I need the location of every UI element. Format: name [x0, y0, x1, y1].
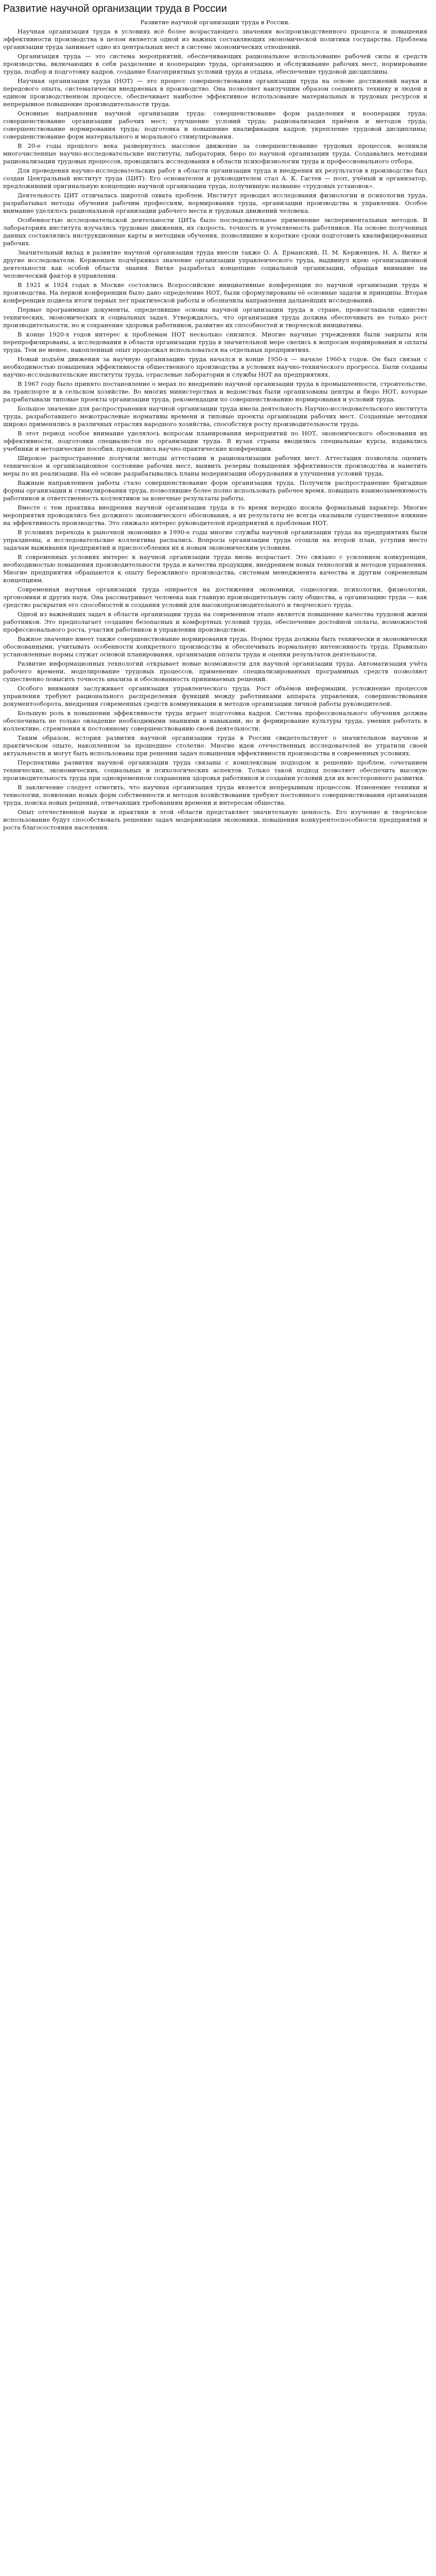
paragraph: Научная организация труда в условиях всё более возрастающего значения воспроизводственного процесса и повышения эффективности производства в целом является одной из важных составляющих экономической политики государства. Проблема организации труда занимает одно из центральных мест в системе экономических отношений. [3, 28, 427, 50]
paragraph: Особенностью исследовательской деятельности ЦИТа было последовательное применение экспериментальных методов. В лабораториях института изучались трудовые движения, их скорость, точность и утомляемость работников. На основе полученных данных составлялись инструкционные карты и методики обучения, позволявшие в короткие сроки подготовить квалифицированных рабочих. [3, 216, 427, 247]
paragraph: Большую роль в повышении эффективности труда играет подготовка кадров. Система профессионального обучения должна обеспечивать не только овладение необходимыми знаниями и навыками, но и формирование культуры труда, умения работать в коллективе, стремления к постоянному совершенствованию своей деятельности. [3, 709, 427, 732]
paragraph: В этот период особое внимание уделялось вопросам планирования мероприятий по НОТ, экономического обоснования их эффективности, подготовки специалистов по организации труда. В вузах страны вводились специальные курсы, издавались учебники и методические пособия, проводились научно-практические конференции. [3, 430, 427, 452]
paragraph: Вместе с тем практика внедрения научной организации труда в то время нередко носила формальный характер. Многие мероприятия проводились без должного экономического обоснования, а их результаты не всегда оказывали существенное влияние на эффективность производства. Это снижало интерес руководителей предприятий к проблемам НОТ. [3, 504, 427, 527]
paragraph: Важным направлением работы стало совершенствование форм организации труда. Получили распространение бригадные формы организации и стимулирования труда, позволявшие более полно использовать рабочее время, повышать взаимозаменяемость работников и ответственность коллективов за конечные результаты работы. [3, 479, 427, 502]
paragraph: В 20-е годы прошлого века развернулось массовое движение за совершенствование трудовых процессов, возникли многочисленные научно-исследовательские институты, лаборатории, бюро по научной организации труда. Создавались методики рационализации трудовых процессов, проводились исследования в области психофизиологии труда и профессионального отбора. [3, 142, 427, 165]
paragraph: В 1967 году было принято постановление о мерах по внедрению научной организации труда в промышленности, строительстве, на транспорте и в сельском хозяйстве. Во многих министерствах и ведомствах были организованы центры и бюро НОТ, которые разрабатывали типовые проекты организации труда, рекомендации по совершенствованию нормирования и условий труда. [3, 380, 427, 403]
document-heading: Развитие научной организации труда в России. [140, 19, 290, 26]
paragraph: Первые программные документы, определившие основы научной организации труда в стране, провозглашали единство технических, экономических и социальных задач. Утверждалось, что организация труда должна обеспечивать не только рост производительности, но и сохранение здоровья работников, развитие их способностей и творческой инициативы. [3, 306, 427, 329]
paragraph: Таким образом, история развития научной организации труда в России свидетельствует о значительном научном и практическом опыте, накопленном за прошедшее столетие. Многие идеи отечественных исследователей не утратили своей актуальности и могут быть использованы при решении задач повышения эффективности производства в современных условиях. [3, 734, 427, 757]
paragraph: Перспективы развития научной организации труда связаны с комплексным подходом к решению проблем, сочетанием технических, экономических, социальных и психологических аспектов. Только такой подход позволяет обеспечить высокую производительность труда при одновременном сохранении здоровья работников и создании условий для их всестороннего развития. [3, 759, 427, 782]
paragraph: Опыт отечественной науки и практики в этой области представляет значительную ценность. Его изучение и творческое использование будут способствовать решению задач модернизации экономики, повышения конкурентоспособности предприятий и роста благосостояния населения. [3, 808, 427, 831]
paragraph: В современных условиях интерес к научной организации труда вновь возрастает. Это связано с усилением конкуренции, необходимостью повышения производительности труда и качества продукции, внедрением новых технологий и методов управления. Многие предприятия обращаются к опыту бережливого производства, системам менеджмента качества и другим современным концепциям. [3, 553, 427, 584]
paragraph: Большое значение для распространения научной организации труда имела деятельность Научно-исследовательского института труда, разработавшего межотраслевые нормативы времени и типовые проекты организации рабочих мест. Созданные методики широко применялись в различных отраслях народного хозяйства, способствуя росту производительности труда. [3, 405, 427, 428]
paragraph: Новый подъём движения за научную организацию труда начался в конце 1950-х — начале 1960-х годов. Он был связан с необходимостью повышения эффективности общественного производства в условиях научно-технического прогресса. Были созданы научно-исследовательские институты труда, отраслевые лаборатории и службы НОТ на предприятиях. [3, 355, 427, 378]
paragraph: Важное значение имеет также совершенствование нормирования труда. Нормы труда должны быть технически и экономически обоснованными, учитывать особенности конкретного производства и обеспечивать нормальную интенсивность труда. Правильно установленные нормы служат основой планирования, организации оплаты труда и оценки результатов деятельности. [3, 635, 427, 658]
paragraph: Значительный вклад в развитие научной организации труда внесли также О. А. Ерманский, П. М. Керженцев, Н. А. Витке и другие исследователи. Керженцев подчёркивал значение организации управленческого труда, выдвинул идею организационной деятельности как особой области знания. Витке разработал концепцию социальной организации, обращая внимание на человеческий фактор в управлении. [3, 249, 427, 279]
paragraph: Одной из важнейших задач в области организации труда на современном этапе является повышение качества трудовой жизни работников. Это предполагает создание безопасных и комфортных условий труда, обеспечение достойной оплаты, возможностей профессионального роста, участия работников в управлении производством. [3, 611, 427, 633]
paragraph-list [3, 28, 427, 832]
page-title: Развитие научной организации труда в России [3, 3, 227, 14]
paragraph: Организация труда — это система мероприятий, обеспечивающих рациональное использование рабочей силы и средств производства, включающих в себя разделение и кооперацию труда, организацию и обслуживание рабочих мест, нормирование труда, подбор и подготовку кадров, создание благоприятных условий труда и отдыха, обеспечение трудовой дисциплины. [3, 53, 427, 75]
paragraph: В конце 1920-х годов интерес к проблемам НОТ несколько снизился. Многие научные учреждения были закрыты или перепрофилированы, а исследования в области организации труда в значительной мере свелись к вопросам нормирования и оплаты труда. Тем не менее, накопленный опыт продолжал использоваться на отдельных предприятиях. [3, 331, 427, 353]
paragraph: В заключение следует отметить, что научная организация труда является непрерывным процессом. Изменение техники и технологии, появление новых форм собственности и методов хозяйствования требуют постоянного совершенствования организации труда, поиска новых решений, отвечающих требованиям времени и интересам общества. [3, 784, 427, 806]
paragraph: Деятельность ЦИТ отличалась широтой охвата проблем. Институт проводил исследования физиологии и психологии труда, разрабатывал методы обучения рабочим профессиям, нормирования труда, организации производства и управления. Особое внимание уделялось рациональной организации рабочего места и трудовых движений человека. [3, 192, 427, 214]
paragraph: Для проведения научно-исследовательских работ в области организации труда и внедрения их результатов в производство был создан Центральный институт труда (ЦИТ). Его основателем и руководителем стал А. К. Гастев — поэт, учёный и организатор, предложивший оригинальную концепцию научной организации труда, получившую название «трудовых установок». [3, 167, 427, 190]
paragraph: Основные направления научной организации труда: совершенствование форм разделения и кооперации труда; совершенствование организации рабочих мест; улучшение условий труда; рационализация приёмов и методов труда; совершенствование нормирования труда; подготовка и повышение квалификации кадров; укрепление трудовой дисциплины; совершенствование форм материального и морального стимулирования. [3, 110, 427, 140]
paragraph: В условиях перехода к рыночной экономике в 1990-е годы многие службы научной организации труда на предприятиях были упразднены, а исследовательские коллективы распались. Вопросы организации труда отошли на второй план, уступив место задачам выживания предприятий и приспособления их к новым экономическим условиям. [3, 529, 427, 551]
paragraph: В 1921 и 1924 годах в Москве состоялись Всероссийские инициативные конференции по научной организации труда и производства. На первой конференции было дано определение НОТ, были сформулированы её основные задачи и принципы. Вторая конференция подвела итоги первых лет практической работы и обозначила направления дальнейших исследований. [3, 281, 427, 304]
paragraph: Широкое распространение получили методы аттестации и рационализации рабочих мест. Аттестация позволяла оценить техническое и организационное состояние рабочих мест, выявить резервы повышения эффективности производства и наметить меры по их реализации. На её основе разрабатывались планы модернизации оборудования и улучшения условий труда. [3, 454, 427, 477]
paragraph: Особого внимания заслуживает организация управленческого труда. Рост объёмов информации, усложнение процессов управления требуют рационального распределения функций между работниками аппарата управления, совершенствования документооборота, внедрения современных средств коммуникации и методов организации личной работы руководителей. [3, 685, 427, 707]
paragraph: Развитие информационных технологий открывает новые возможности для научной организации труда. Автоматизация учёта рабочего времени, моделирование трудовых процессов, применение специализированных программных средств позволяют существенно повысить точность анализа и обоснованность принимаемых решений. [3, 660, 427, 683]
document-body [3, 19, 427, 2576]
paragraph: Современная научная организация труда опирается на достижения экономики, социологии, психологии, физиологии, эргономики и других наук. Она рассматривает человека как главную производительную силу общества, а организацию труда — как средство раскрытия его способностей и создания условий для высокопроизводительного и творческого труда. [3, 586, 427, 608]
paragraph: Научная организация труда (НОТ) — это процесс совершенствования организации труда на основе достижений науки и передового опыта, систематически внедряемых в производство. Она позволяет наилучшим образом соединять технику и людей в едином производственном процессе, обеспечивает наиболее эффективное использование материальных и трудовых ресурсов и непрерывное повышение производительности труда. [3, 77, 427, 108]
